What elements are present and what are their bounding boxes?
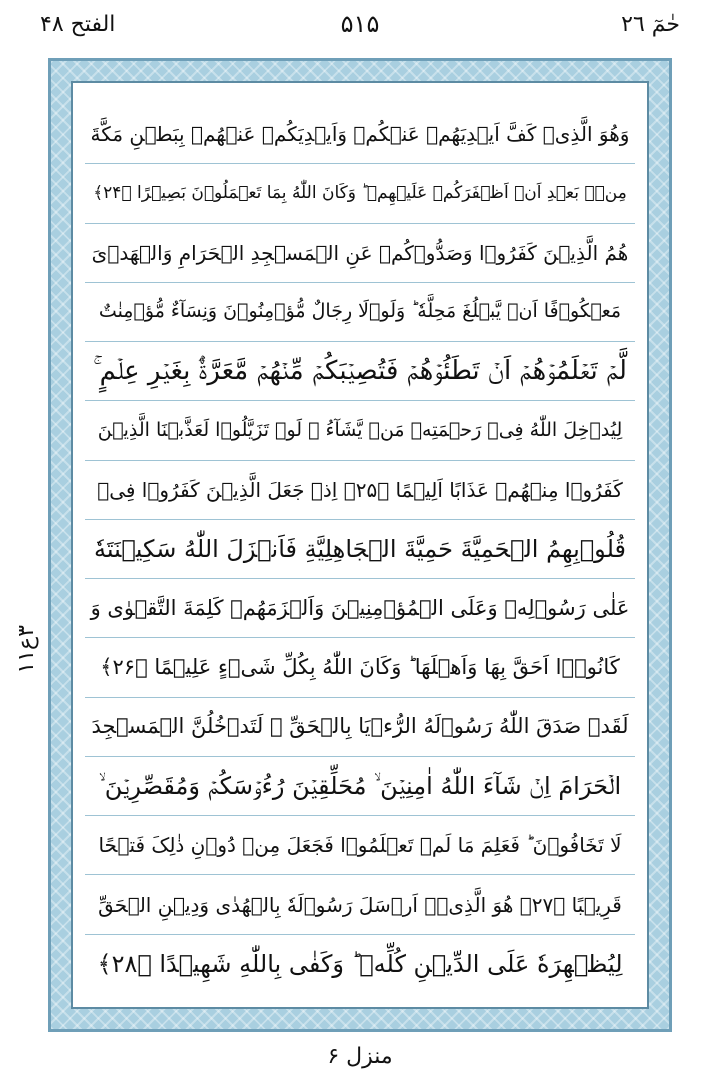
text-panel: [71, 81, 649, 1009]
verse-line-11: لَقَدۡ صَدَقَ اللّٰهُ رَسُوۡلَهُ الرُّءۡیَا بِالۡحَقِّ ۚ لَتَدۡخُلُنَّ الۡمَسۡجِدَ: [85, 698, 635, 757]
verse-line-3: هُمُ الَّذِیۡنَ کَفَرُوۡا وَصَدُّوۡکُمۡ عَنِ الۡمَسۡجِدِ الۡحَرَامِ وَالۡهَدۡیَ: [85, 224, 635, 283]
ornamental-border: [48, 58, 672, 1032]
surah-name-header: الفتح ۴۸: [40, 12, 116, 37]
verse-line-2: مِنۡۢ بَعۡدِ اَنۡ اَظۡفَرَکُمۡ عَلَیۡهِمۡ ؕ وَکَانَ اللّٰهُ بِمَا تَعۡمَلُوۡنَ بَصِیۡرًا ﴿۲۴﴾: [85, 164, 635, 223]
verse-line-1: وَهُوَ الَّذِیۡ کَفَّ اَیۡدِیَهُمۡ عَنۡکُمۡ وَاَیۡدِیَکُمۡ عَنۡهُمۡ بِبَطۡنِ مَکَّةَ: [85, 105, 635, 164]
verse-line-6: لِیُدۡخِلَ اللّٰهُ فِیۡ رَحۡمَتِهٖ مَنۡ یَّشَآءُ ۚ لَوۡ تَزَیَّلُوۡا لَعَذَّبۡنَا الَّذِیۡنَ: [85, 401, 635, 460]
verse-line-5: لَّمۡ تَعۡلَمُوۡهُمۡ اَنۡ تَطَئُوۡهُمۡ فَتُصِیۡبَکُمۡ مِّنۡهُمۡ مَّعَرَّةٌۢ بِغَیۡرِ عِلۡمٍ ۚ: [85, 342, 635, 401]
page-number: ۵۱۵: [340, 10, 380, 38]
verse-lines: [85, 105, 635, 993]
verse-line-7: کَفَرُوۡا مِنۡهُمۡ عَذَابًا اَلِیۡمًا ﴿۲۵﴾ اِذۡ جَعَلَ الَّذِیۡنَ کَفَرُوۡا فِیۡ: [85, 461, 635, 520]
verse-line-10: کَانُوۡۤا اَحَقَّ بِهَا وَاَهۡلَهَا ؕ وَکَانَ اللّٰهُ بِکُلِّ شَیۡءٍ عَلِیۡمًا ﴿۲۶﴾: [85, 638, 635, 697]
verse-line-14: قَرِیۡبًا ﴿۲۷﴾ هُوَ الَّذِیۡۤ اَرۡسَلَ رَسُوۡلَهٗ بِالۡهُدٰی وَدِیۡنِ الۡحَقِّ: [85, 875, 635, 934]
juz-header: حٰمٓ ۲٦: [621, 12, 680, 37]
manzil-footer: منزل ۶: [327, 1044, 393, 1069]
verse-line-15: لِیُظۡهِرَهٗ عَلَی الدِّیۡنِ کُلِّهٖ ؕ وَکَفٰی بِاللّٰهِ شَهِیۡدًا ﴿۲۸﴾: [97, 949, 623, 978]
ruku-marker: ۳ع۱۱: [14, 625, 39, 674]
verse-line-12: الۡحَرَامَ اِنۡ شَآءَ اللّٰهُ اٰمِنِیۡنَ ۙ مُحَلِّقِیۡنَ رُءُوۡسَکُمۡ وَمُقَصِّرِیۡنَ ۙ: [85, 757, 635, 816]
verse-line-8: قُلُوۡبِهِمُ الۡحَمِیَّةَ حَمِیَّةَ الۡجَاهِلِیَّةِ فَاَنۡزَلَ اللّٰهُ سَکِیۡنَتَهٗ: [85, 520, 635, 579]
verse-line-4: مَعۡکُوۡفًا اَنۡ یَّبۡلُغَ مَحِلَّهٗ ؕ وَلَوۡلَا رِجَالٌ مُّؤۡمِنُوۡنَ وَنِسَآءٌ مُّؤۡمِنٰتٌ: [85, 283, 635, 342]
verse-line-13: لَا تَخَافُوۡنَ ؕ فَعَلِمَ مَا لَمۡ تَعۡلَمُوۡا فَجَعَلَ مِنۡ دُوۡنِ ذٰلِکَ فَتۡحًا: [85, 816, 635, 875]
verse-line-9: عَلٰی رَسُوۡلِهٖ وَعَلَی الۡمُؤۡمِنِیۡنَ وَاَلۡزَمَهُمۡ کَلِمَةَ التَّقۡوٰی وَ: [85, 579, 635, 638]
